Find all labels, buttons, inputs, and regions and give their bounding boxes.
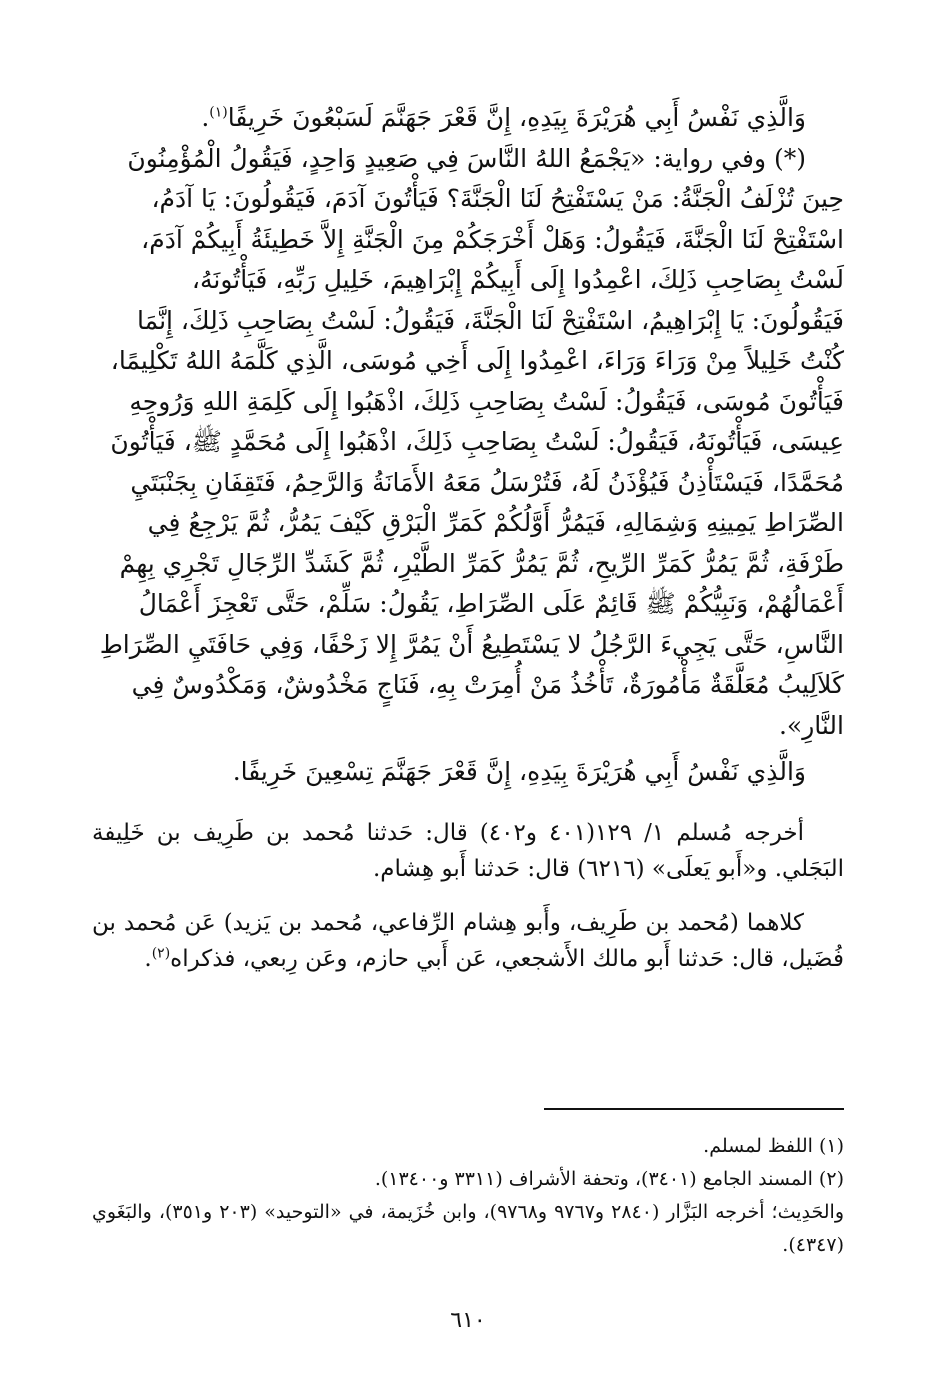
hadith-opening-line: وَالَّذِي نَفْسُ أَبِي هُرَيْرَةَ بِيَدِهِ، إِنَّ قَعْرَ جَهَنَّمَ لَسَبْعُونَ خَرِيفًا$^{(١)}$. [201,103,806,132]
footnote-marker-1: (١) [209,104,228,121]
footnote-divider [544,1108,844,1110]
hadith-narration: (*) وفي رواية: «يَجْمَعُ اللهُ النَّاسَ فِي صَعِيدٍ وَاحِدٍ، فَيَقُولُ الْمُؤْمِنُونَ حِينَ تُزْلَفُ الْجَنَّةُ: مَنْ يَسْتَفْتِحُ لَنَا الْجَنَّةَ؟ فَيَأْتُونَ آدَمَ، فَيَقُولُونَ: يَا آدَمُ، اسْتَفْتِحْ لَنَا الْجَنَّةَ، فَيَقُولُ: وَهَلْ أَخْرَجَكُمْ مِنَ الْجَنَّةِ إِلاَّ خَطِيئَةُ أَبِيكُمْ آدَمَ، لَسْتُ بِصَاحِبِ ذَلِكَ، اعْمِدُوا إِلَى أَبِيكُمْ إِبْرَاهِيمَ، خَلِيلِ رَبِّهِ، فَيَأْتُونَهُ، فَيَقُولُونَ: يَا إِبْرَاهِيمُ، اسْتَفْتِحْ لَنَا الْجَنَّةَ، فَيَقُولُ: لَسْتُ بِصَاحِبِ ذَلِكَ، إِنَّمَا كُنْتُ خَلِيلاً مِنْ وَرَاءَ وَرَاءَ، اعْمِدُوا إِلَى أَخِي مُوسَى، الَّذِي كَلَّمَهُ اللهُ تَكْلِيمًا، فَيَأْتُونَ مُوسَى، فَيَقُولُ: لَسْتُ بِصَاحِبِ ذَلِكَ، اذْهَبُوا إِلَى كَلِمَةِ اللهِ وَرُوحِهِ عِيسَى، فَيَأْتُونَهُ، فَيَقُولُ: لَسْتُ بِصَاحِبِ ذَلِكَ، اذْهَبُوا إِلَى مُحَمَّدٍ ﷺ، فَيَأْتُونَ مُحَمَّدًا، فَيَسْتَأْذِنُ فَيُؤْذَنُ لَهُ، فَتُرْسَلُ مَعَهُ الأَمَانَةُ وَالرَّحِمُ، فَتَقِفَانِ بِجَنْبَتَيِ الصِّرَاطِ يَمِينِهِ وَشِمَالِهِ، فَيَمُرُّ أَوَّلُكُمْ كَمَرِّ الْبَرْقِ كَيْفَ يَمُرُّ، ثُمَّ يَرْجِعُ فِي طَرْفَةِ، ثُمَّ يَمُرُّ كَمَرِّ الرِّيحِ، ثُمَّ يَمُرُّ كَمَرِّ الطَّيْرِ، ثُمَّ كَشَدِّ الرِّجَالِ تَجْرِي بِهِمْ أَعْمَالُهُمْ، وَنَبِيُّكُمْ ﷺ قَائِمٌ عَلَى الصِّرَاطِ، يَقُولُ: سَلِّمْ، حَتَّى تَعْجِزَ أَعْمَالُ النَّاسِ، حَتَّى يَجِيءَ الرَّجُلُ لا يَسْتَطِيعُ أَنْ يَمُرَّ إِلا زَحْفًا، وَفِي حَافَتَيِ الصِّرَاطِ كَلاَلِيبُ مُعَلَّقَةٌ مَأْمُورَةٌ، تَأْخُذُ مَنْ أُمِرَتْ بِهِ، فَنَاجٍ مَخْدُوشٌ، وَمَكْدُوسٌ فِي النَّارِ». [99,143,844,740]
takhrij-section [92,815,844,977]
hadith-opening-text: وَالَّذِي نَفْسُ أَبِي هُرَيْرَةَ بِيَدِهِ، إِنَّ قَعْرَ جَهَنَّمَ لَسَبْعُونَ خَرِيفًا [227,103,806,132]
footnote-2: (٢) المسند الجامع (٣٤٠١)، وتحفة الأشراف (٣٣١١ و١٣٤٠٠). [374,1168,844,1190]
footnote-2-continuation: والحَدِيث؛ أخرجه البَزَّار (٢٨٤٠ و٩٧٦٧ و٩٧٦٨)، وابن خُزَيمة، في «التوحيد» (٢٠٣ و٣٥١)، والبَغَوي (٤٣٤٧). [92,1201,845,1256]
takhrij-paragraph-2 [92,905,844,977]
takhrij-paragraph-2-end: . [144,945,152,972]
book-page [92,98,844,1348]
takhrij-paragraph-2-text: كلاهما (مُحمد بن طَرِيف، وأَبو هِشام الرِّفاعي، مُحمد بن يَزيد) عَن مُحمد بن فُضَيل، قال: حَدثنا أَبو مالك الأَشجعي، عَن أَبي حازم، وعَن رِبعي، فذكراه [92,909,844,972]
footnotes [92,1130,844,1262]
footnote-1: (١) اللفظ لمسلم. [703,1135,844,1157]
takhrij-paragraph-1: أخرجه مُسلم ١/ ١٢٩(٤٠١ و٤٠٢) قال: حَدثنا مُحمد بن طَرِيف بن خَلِيفة البَجَلي. و«أَبو يَعلَى» (٦٢١٦) قال: حَدثنا أَبو هِشام. [92,819,844,882]
page-number: ٦١٠ [450,1308,486,1333]
hadith-text [92,98,844,793]
footnote-marker-2: (٢) [151,944,171,961]
hadith-closing-line: وَالَّذِي نَفْسُ أَبِي هُرَيْرَةَ بِيَدِهِ، إِنَّ قَعْرَ جَهَنَّمَ تِسْعِينَ خَرِيفًا. [232,757,806,786]
